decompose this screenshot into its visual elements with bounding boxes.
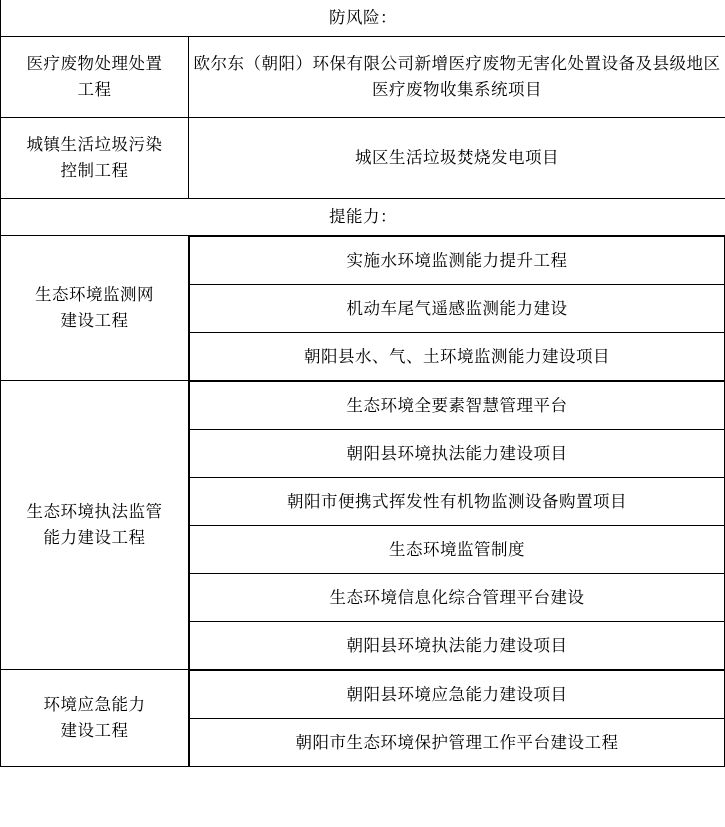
table-row [1,236,725,381]
project-item-group [189,236,725,381]
category-line: 工程 [77,80,112,99]
project-sublist [189,236,725,380]
project-item: 朝阳市生态环境保护管理工作平台建设工程 [190,719,725,767]
project-item: 朝阳县环境执法能力建设项目 [190,622,725,670]
project-item: 城区生活垃圾焚烧发电项目 [189,118,725,199]
project-item: 实施水环境监测能力提升工程 [190,237,725,285]
section-label-fangfengxian: 防风险： [1,0,725,37]
project-item-group [189,670,725,767]
category-line: 医疗废物处理处置 [26,54,163,74]
project-item: 生态环境信息化综合管理平台建设 [190,574,725,622]
category-cell [1,236,189,381]
category-cell [1,118,189,199]
project-item: 朝阳县环境执法能力建设项目 [190,430,725,478]
project-item: 朝阳市便携式挥发性有机物监测设备购置项目 [190,478,725,526]
table-row [1,37,725,118]
project-sublist [189,670,725,766]
project-item: 生态环境监管制度 [190,526,725,574]
category-line: 建设工程 [60,721,129,740]
category-cell [1,37,189,118]
project-item: 生态环境全要素智慧管理平台 [190,382,725,430]
project-item: 朝阳县水、气、土环境监测能力建设项目 [190,333,725,381]
table-row [1,670,725,767]
category-line: 生态环境监测网 [35,285,154,305]
category-cell [1,381,189,670]
category-cell [1,670,189,767]
table-row [1,0,725,37]
project-item: 欧尔东（朝阳）环保有限公司新增医疗废物无害化处置设备及县级地区医疗废物收集系统项目 [189,37,725,118]
project-item: 机动车尾气遥感监测能力建设 [190,285,725,333]
project-item-group [189,381,725,670]
section-label-tinengli: 提能力： [1,199,725,236]
table-row [1,199,725,236]
project-sublist [189,381,725,669]
category-line: 环境应急能力 [43,695,146,715]
project-item: 朝阳县环境应急能力建设项目 [190,671,725,719]
table-row [1,381,725,670]
category-line: 城镇生活垃圾污染 [26,135,163,155]
table-row [1,118,725,199]
category-line: 能力建设工程 [43,528,146,547]
category-line: 建设工程 [60,311,129,330]
category-line: 生态环境执法监管 [26,502,163,522]
category-line: 控制工程 [60,161,129,180]
